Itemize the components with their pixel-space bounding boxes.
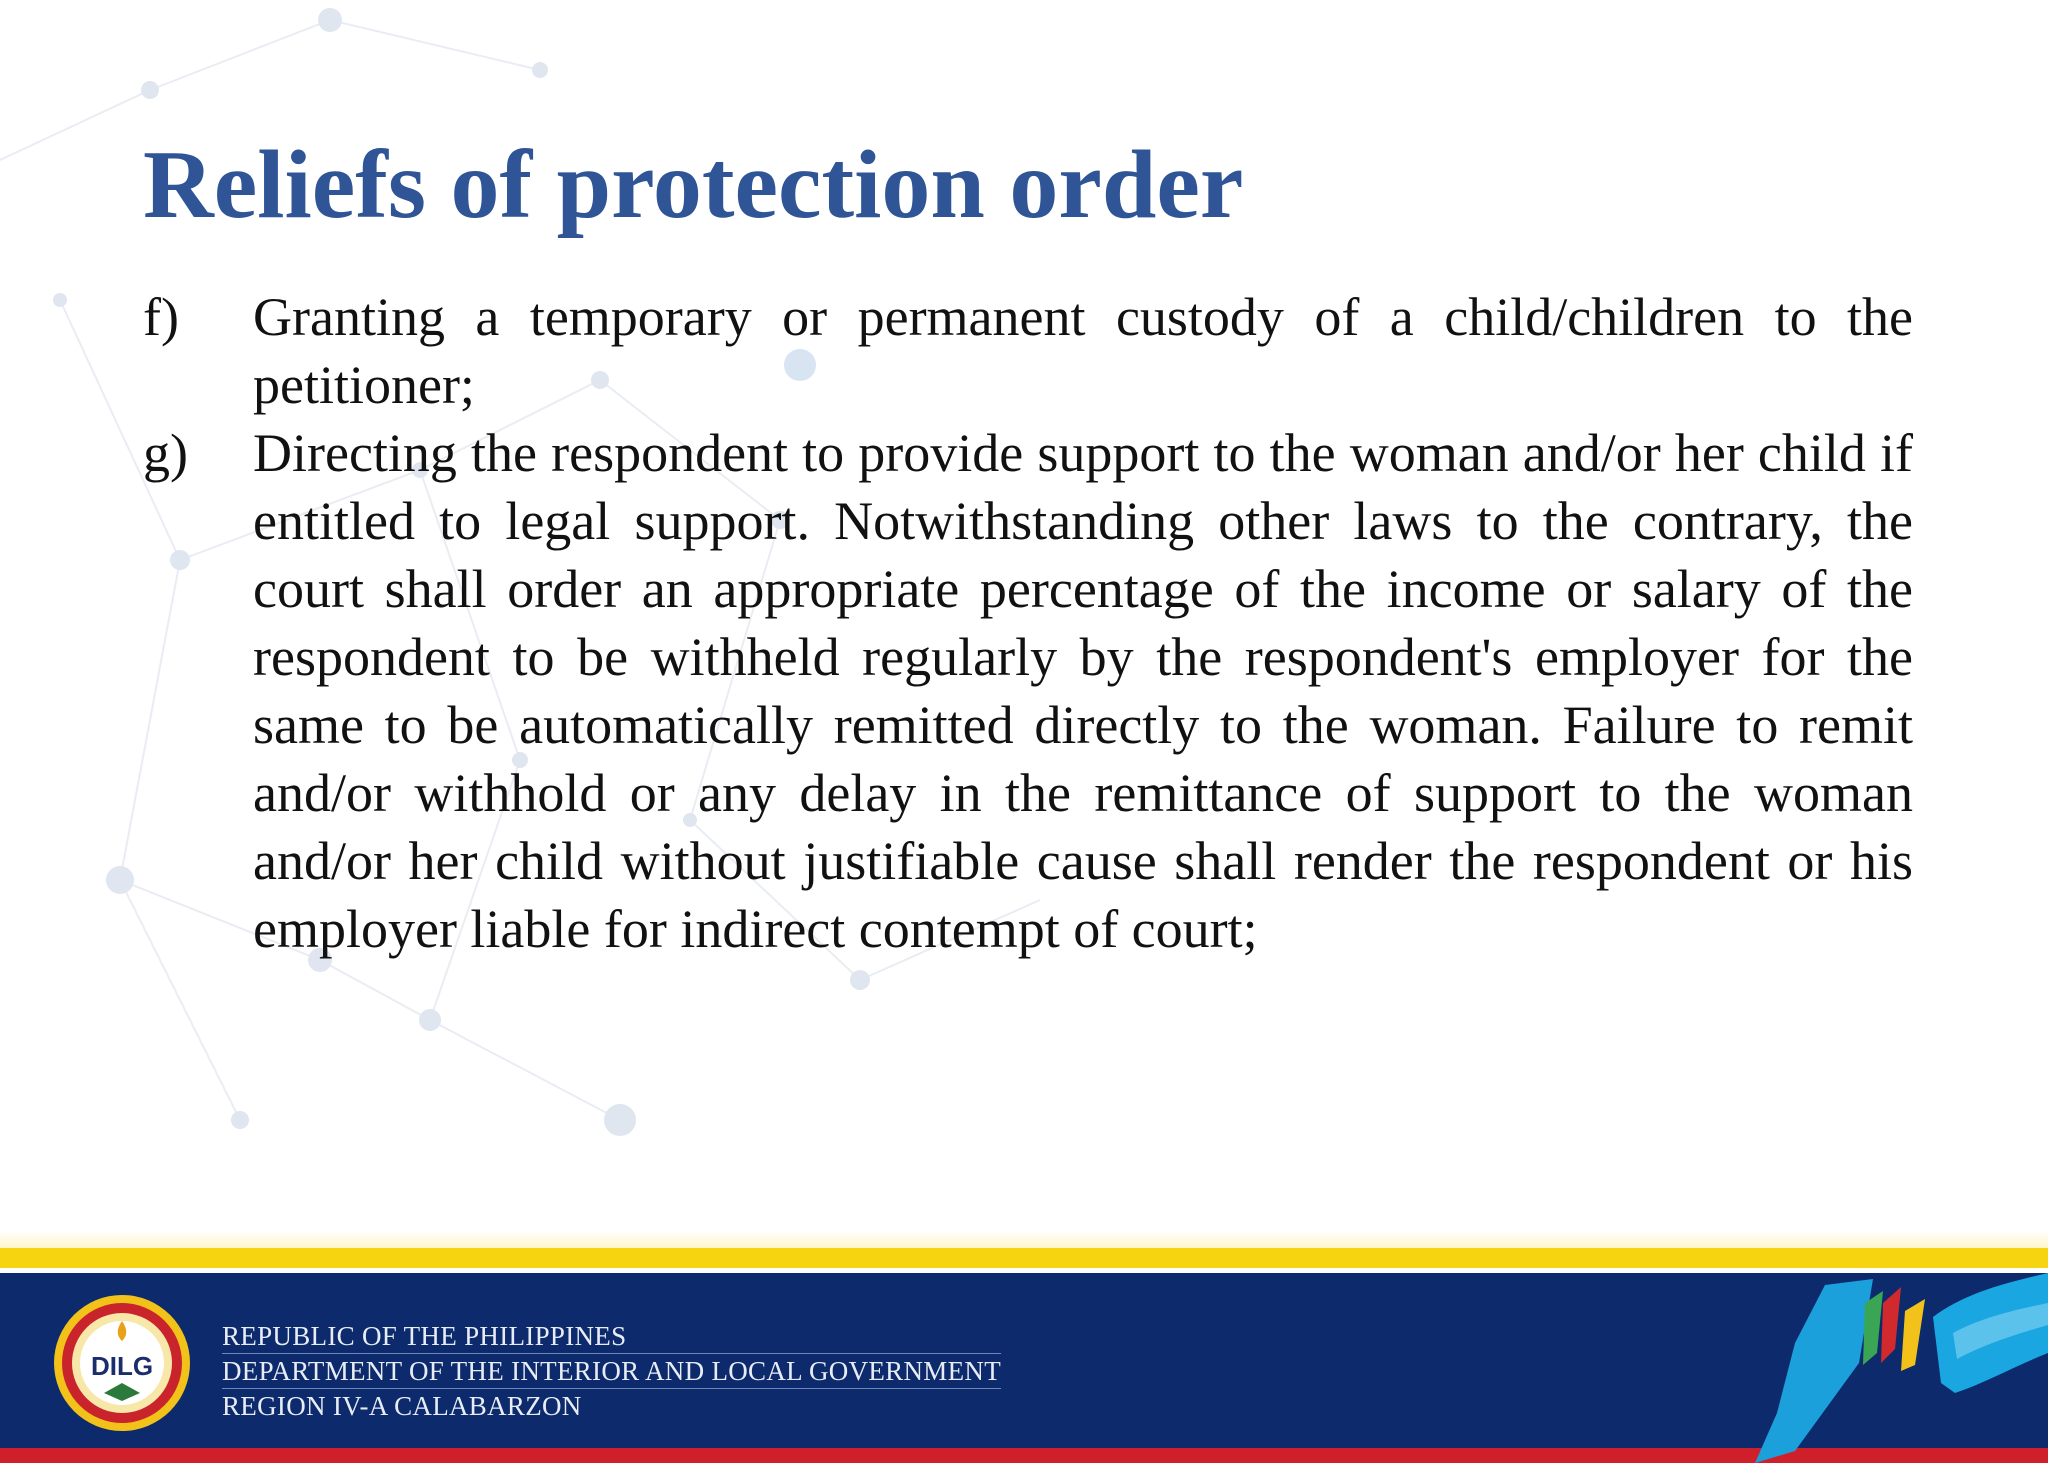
list-item-marker: g) — [143, 423, 188, 483]
flag-logo-icon — [1755, 1273, 2048, 1463]
footer-fade — [0, 1230, 2048, 1248]
dilg-seal-icon — [52, 1293, 192, 1433]
list-item-text: Directing the respondent to provide support to the woman and/or her child if entitled to legal support. Notwithstanding other laws to the contrary, the court shall order an appropriate percentage of the income or salary of the respondent to be withheld regularly by the respondent's employer for the same to be automatically remitted directly to the woman. Failure to remit and/or withhold or any delay in the remittance of support to the woman and/or her child without justifiable cause shall render the respondent or his employer liable for indirect contempt of court; — [253, 423, 1913, 959]
relief-list — [143, 283, 1913, 963]
footer-red-stripe — [0, 1448, 2048, 1463]
footer-yellow-stripe — [0, 1248, 2048, 1268]
footer-banner — [0, 1230, 2048, 1463]
list-item — [143, 283, 1913, 419]
slide-title: Reliefs of protection order — [143, 131, 1244, 239]
org-line-department: DEPARTMENT OF THE INTERIOR AND LOCAL GOVERNMENT — [222, 1354, 1001, 1389]
list-item-text: Granting a temporary or permanent custody of a child/children to the petitioner; — [253, 287, 1913, 415]
list-item — [143, 419, 1913, 963]
list-item-marker: f) — [143, 287, 179, 347]
seal-text: DILG — [90, 1351, 154, 1381]
org-line-region: REGION IV-A CALABARZON — [222, 1391, 582, 1421]
org-line-republic: REPUBLIC OF THE PHILIPPINES — [222, 1319, 1001, 1354]
org-name-block — [222, 1319, 1001, 1423]
